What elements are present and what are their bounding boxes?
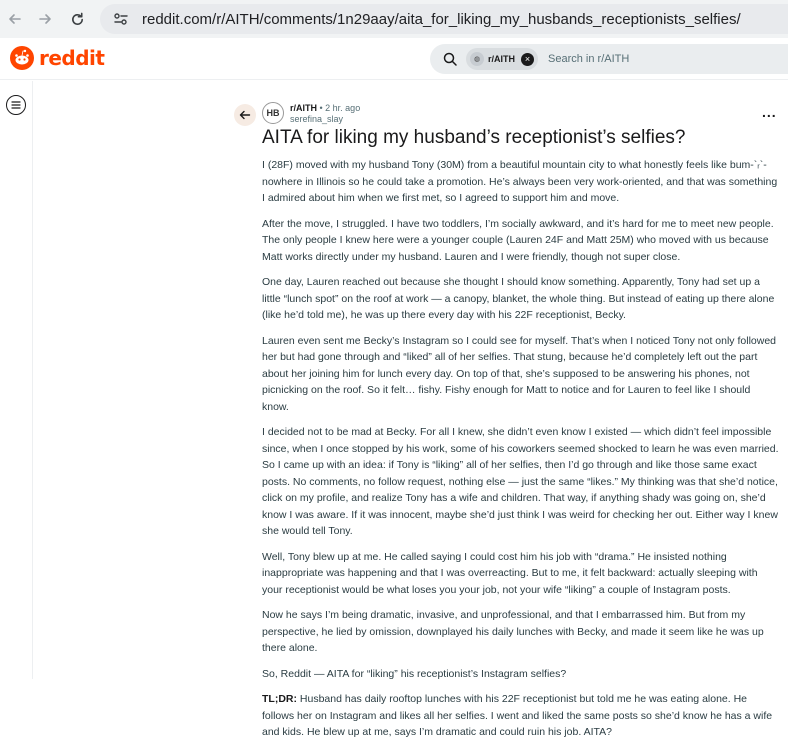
arrow-right-icon[interactable] bbox=[32, 6, 58, 32]
search-icon bbox=[442, 51, 458, 67]
post-body bbox=[262, 157, 780, 750]
menu-icon[interactable] bbox=[6, 95, 26, 115]
post-paragraph: I (28F) moved with my husband Tony (30M) from a beautiful mountain city to what honestly feels like bum-`ᵣ`-nowhere in Illinois so he could take a promotion. He’s always been very work-oriented, and that was something I admired about him when we first met, so I agreed to support him and move. bbox=[262, 159, 778, 204]
back-button[interactable] bbox=[234, 104, 256, 126]
search-bar[interactable] bbox=[430, 44, 788, 74]
reddit-alien-icon bbox=[10, 46, 34, 70]
subreddit-chip-avatar: ◍ bbox=[470, 52, 484, 66]
search-placeholder[interactable]: Search in r/AITH bbox=[548, 53, 630, 65]
address-bar[interactable] bbox=[100, 4, 788, 34]
reload-icon[interactable] bbox=[64, 6, 90, 32]
post-paragraph: Lauren even sent me Becky’s Instagram so I could see for myself. That’s when I noticed Tony not only followed her but had gone through and “liked” all of her selfies. That stung, because he’d completely left out the part about her joining him for lunch every day. On top of that, she’s supposed to be answering his phones, not picnicking on the roof. So it felt… fishy. Fishy enough for Matt to notice and for Lauren to feel like I should know. bbox=[262, 334, 777, 413]
sidebar-divider bbox=[32, 81, 33, 679]
post-paragraph: Now he says I’m being dramatic, invasive, and unprofessional, and that I embarrassed him. But from my perspective, he lied by omission, downplayed his daily lunches with Becky, and made it seem like he was up there alone. bbox=[262, 609, 764, 654]
arrow-left-icon bbox=[239, 109, 251, 121]
clear-scope-icon[interactable]: × bbox=[521, 53, 534, 66]
tldr-label: TL;DR: bbox=[262, 693, 297, 705]
post-time: • 2 hr. ago bbox=[319, 103, 361, 113]
post-author[interactable]: serefina_slay bbox=[290, 114, 344, 124]
post-paragraph: So, Reddit — AITA for “liking” his receptionist’s Instagram selfies? bbox=[262, 667, 567, 680]
browser-toolbar bbox=[0, 0, 788, 38]
post-paragraph: Well, Tony blew up at me. He called saying I could cost him his job with “drama.” He insisted nothing inappropriate was happening and that I was overreacting. But to me, it felt backward: actually sleeping with your receptionist would be what loses you your job, not your wife “liking” a couple of Instagram posts. bbox=[262, 550, 758, 596]
post-paragraph: After the move, I struggled. I have two toddlers, I’m socially awkward, and it’s hard for me to meet new people. The only people I knew here were a younger couple (Lauren 24F and Matt 25M) who moved with us because Matt works directly under my husband. Lauren and I were friendly, though not super close. bbox=[262, 217, 774, 263]
post-meta bbox=[290, 103, 360, 113]
post-title: AITA for liking my husband’s receptionist’s selfies? bbox=[262, 127, 686, 148]
post-paragraph: One day, Lauren reached out because she thought I should know something. Apparently, Tony had set up a little “lunch spot” on the roof at work — a canopy, blanket, the whole thing. But instead of eating up there alone (like he’d told me), he was up there every day with his 22F receptionist, Becky. bbox=[262, 276, 775, 321]
tldr-text: Husband has daily rooftop lunches with his 22F receptionist but told me he was eating alone. He follows her on Instagram and likes all her selfies. I went and liked the same posts so she’d know he has a wife and kids. He blew up at me, says I’m dramatic and could ruin his job. AITA? bbox=[262, 693, 773, 738]
url-text: reddit.com/r/AITH/comments/1n29aay/aita_for_liking_my_husbands_receptionists_selfies/ bbox=[142, 10, 741, 28]
post-paragraph: I decided not to be mad at Becky. For all I knew, she didn’t even know I existed — which didn’t feel impossible since, when I once stopped by his work, some of his coworkers seemed shocked to learn he was even married. So I came up with an idea: if Tony is “liking” all of her selfies, then I’d go through and like those same exact posts. No comments, no follow request, nothing else — just the same “likes.” My thinking was that she’d notice, click on my profile, and realize Tony has a wife and children. That way, if anything shady was going on, she’d know I was aware. If it was innocent, maybe she’d just think I was weird for checking her out. Either way I knew she would tell Tony. bbox=[262, 426, 779, 537]
reddit-wordmark: reddit bbox=[39, 46, 105, 70]
site-settings-icon[interactable] bbox=[110, 8, 132, 30]
reddit-header bbox=[0, 38, 788, 80]
search-scope-chip[interactable] bbox=[466, 48, 538, 70]
more-options-button[interactable]: ... bbox=[762, 104, 777, 120]
tldr-paragraph bbox=[262, 691, 780, 741]
reddit-logo[interactable] bbox=[10, 46, 104, 70]
subreddit-avatar[interactable]: HB bbox=[262, 102, 284, 124]
search-scope-label: r/AITH bbox=[488, 54, 515, 64]
arrow-left-icon[interactable] bbox=[2, 6, 28, 32]
subreddit-link[interactable]: r/AITH bbox=[290, 103, 317, 113]
